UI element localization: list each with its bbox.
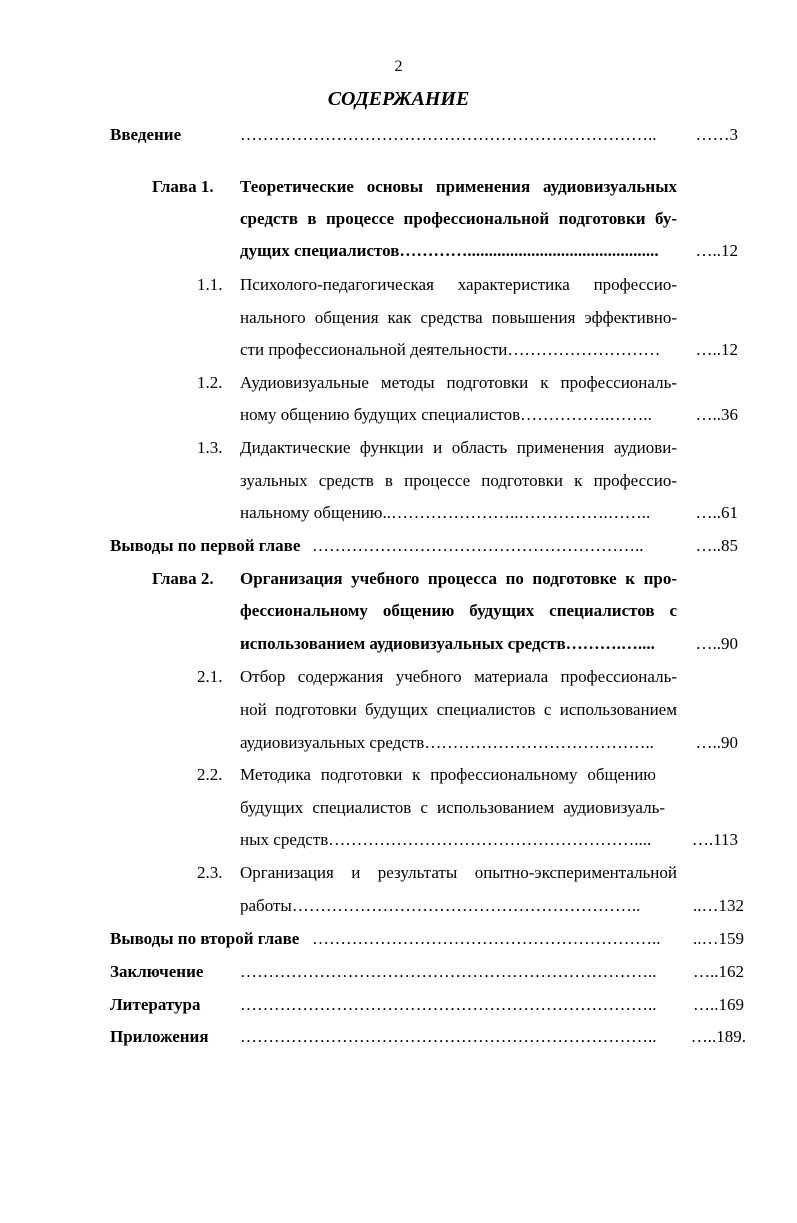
page-title: СОДЕРЖАНИЕ — [327, 88, 470, 110]
toc-text: Аудиовизуальные методы подготовки к профессиональ- — [240, 373, 677, 392]
toc-text: ному общению будущих специалистов…………….…….. — [240, 405, 652, 424]
toc-entry-2-2-end — [0, 829, 797, 859]
toc-page: …..36 — [695, 405, 738, 424]
toc-text: аудиовизуальных средств………………………………….. — [240, 733, 654, 752]
toc-entry-1-3 — [0, 437, 797, 467]
toc-entry-2-3 — [0, 862, 797, 892]
toc-text: Методика подготовки к профессиональному общению — [240, 765, 656, 784]
toc-label: 2.2. — [197, 765, 223, 784]
toc-entry-1-2 — [0, 372, 797, 402]
toc-entry-conclusions-1 — [0, 535, 797, 565]
toc-label: 2.3. — [197, 863, 223, 882]
toc-text: ных средств……………………………………………….... — [240, 830, 652, 849]
page-number: 2 — [394, 58, 403, 75]
toc-label: Глава 1. — [152, 177, 214, 196]
toc-entry-2-2 — [0, 764, 797, 794]
toc-label: 1.2. — [197, 373, 223, 392]
toc-entry-2-1-end — [0, 732, 797, 762]
toc-entry-conclusions-2 — [0, 928, 797, 958]
toc-leader: ……………………………………………………………….. — [240, 1027, 657, 1046]
toc-label: Приложения — [110, 1027, 209, 1046]
toc-entry-1-3-cont — [0, 470, 797, 500]
toc-entry-chapter1 — [0, 176, 797, 206]
toc-page: ..…132 — [693, 896, 744, 915]
toc-entry-appendices — [0, 1026, 797, 1056]
toc-entry-2-1-cont — [0, 699, 797, 729]
toc-text: Психолого-педагогическая характеристика профессио- — [240, 275, 677, 294]
toc-text: Дидактические функции и область применения аудиови- — [240, 438, 677, 457]
toc-entry-1-1-end — [0, 339, 797, 369]
toc-label: Введение — [110, 125, 182, 144]
toc-entry-1-1 — [0, 274, 797, 304]
toc-page: ..…159 — [693, 929, 744, 948]
toc-text: работы…………………………………………………….. — [240, 896, 641, 915]
toc-page: ….113 — [691, 830, 738, 849]
toc-text: зуальных средств в процессе подготовки к профессио- — [240, 471, 677, 490]
toc-entry-chapter1-cont — [0, 208, 797, 238]
toc-text: фессиональному общению будущих специалистов с — [240, 601, 677, 620]
toc-entry-chapter2-cont — [0, 600, 797, 630]
toc-text: Организация учебного процесса по подготовке к про- — [240, 569, 677, 588]
toc-entry-2-2-cont — [0, 797, 797, 827]
toc-label: Выводы по первой главе — [110, 536, 301, 555]
toc-text: будущих специалистов с использованием аудиовизуаль- — [240, 798, 665, 817]
toc-label: Литература — [110, 995, 201, 1014]
toc-leader: …………………………………………………….. — [312, 929, 661, 948]
toc-entry-conclusion — [0, 961, 797, 991]
toc-page: …..61 — [695, 503, 738, 522]
toc-page: …..90 — [695, 733, 738, 752]
toc-label: Заключение — [110, 962, 204, 981]
toc-entry-1-2-end — [0, 404, 797, 434]
toc-leader: ……………………………………………………………….. — [240, 962, 657, 981]
toc-page: …..85 — [695, 536, 738, 555]
toc-text: дущих специалистов…………............................................. — [240, 241, 659, 260]
toc-text: Организация и результаты опытно-экспериментальной — [240, 863, 677, 882]
toc-text: Теоретические основы применения аудиовизуальных — [240, 177, 677, 196]
toc-page: ……3 — [695, 125, 738, 144]
toc-text: сти профессиональной деятельности……………………… — [240, 340, 661, 359]
toc-label: Выводы по второй главе — [110, 929, 300, 948]
toc-leader: ……………………………………………………………….. — [240, 995, 657, 1014]
toc-text: использованием аудиовизуальных средств……….….... — [240, 634, 655, 653]
toc-leader: ……………………………………………………………….. — [240, 125, 657, 144]
toc-page: …..12 — [695, 241, 738, 260]
toc-text: ной подготовки будущих специалистов с использованием — [240, 700, 677, 719]
toc-text: средств в процессе профессиональной подготовки бу- — [240, 209, 677, 228]
toc-entry-literature — [0, 994, 797, 1024]
toc-page: …..169 — [693, 995, 744, 1014]
toc-entry-chapter1-end — [0, 240, 797, 270]
toc-page: …..162 — [693, 962, 744, 981]
toc-entry-intro — [0, 124, 797, 154]
toc-label: 1.1. — [197, 275, 223, 294]
toc-entry-chapter2-end — [0, 633, 797, 663]
toc-label: 2.1. — [197, 667, 223, 686]
toc-page: …..90 — [695, 634, 738, 653]
toc-entry-2-3-end — [0, 895, 797, 925]
toc-label: 1.3. — [197, 438, 223, 457]
toc-entry-2-1 — [0, 666, 797, 696]
toc-label: Глава 2. — [152, 569, 214, 588]
toc-text: нального общения как средства повышения эффективно- — [240, 308, 677, 327]
toc-entry-1-1-cont — [0, 307, 797, 337]
toc-text: Отбор содержания учебного материала профессиональ- — [240, 667, 677, 686]
toc-page: …..12 — [695, 340, 738, 359]
toc-entry-chapter2 — [0, 568, 797, 598]
toc-entry-1-3-end — [0, 502, 797, 532]
toc-text: нальному общению..…………………..…………….…….. — [240, 503, 651, 522]
toc-leader: ………………………………………………….. — [312, 536, 644, 555]
toc-page: …..189. — [690, 1027, 746, 1046]
